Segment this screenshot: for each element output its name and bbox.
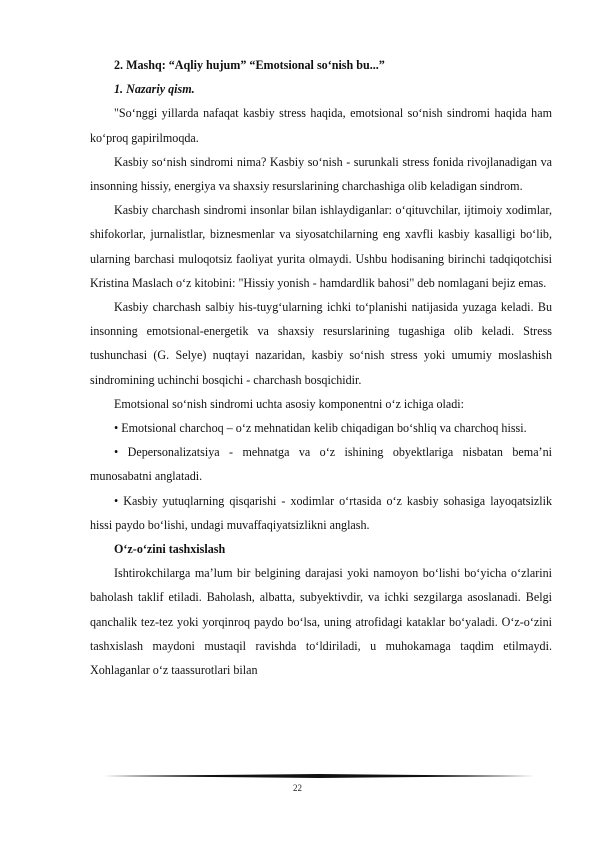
bullet-item-1: • Emotsional charchoq – o‘z mehnatidan kelib chiqadigan bo‘shliq va charchoq hissi. bbox=[114, 421, 527, 436]
section-subheading: 1. Nazariy qism. bbox=[114, 82, 195, 97]
paragraph-1: "So‘nggi yillarda nafaqat kasbiy stress haqida, emotsional so‘nish sindromi haqida ham ko‘proq gapirilmoqda. bbox=[90, 106, 552, 145]
paragraph-4: Kasbiy charchash salbiy his-tuyg‘ularning ichki to‘planishi natijasida yuzaga keladi. Bu insonning emotsional-energetik va shaxsiy resurslarining tugashiga olib keladi. Stress tushunchasi (G. Selye) nuqtayi nazaridan, kasbiy so‘nish stress yoki umumiy moslashish sindromining uchinchi bosqichi - charchash bosqichidir. bbox=[90, 300, 552, 387]
paragraph-6: Ishtirokchilarga ma’lum bir belgining darajasi yoki namoyon bo‘lishi bo‘yicha o‘zlarini baholash taklif etiladi. Baholash, albatta, subyektivdir, va ichki sezgilarga asoslanadi. Belgi qanchalik tez-tez yoki yorqinroq paydo bo‘lsa, uning atrofidagi kataklar bo‘yaladi. O‘z-o‘zini tashxislash maydoni mustaqil ravishda to‘ldiriladi, u muhokamaga taqdim etilmaydi. Xohlaganlar o‘z taassurotlari bilan bbox=[90, 566, 552, 678]
footer-divider bbox=[104, 773, 534, 779]
bullet-item-2: • Depersonalizatsiya - mehnatga va o‘z ishining obyektlariga nisbatan bema’ni munosabatni anglatadi. bbox=[90, 445, 552, 484]
page-number: 22 bbox=[293, 783, 302, 793]
paragraph-3: Kasbiy charchash sindromi insonlar bilan ishlaydiganlar: o‘qituvchilar, ijtimoiy xodimlar, shifokorlar, jurnalistlar, biznesmenlar va siyosatchilarning eng xavfli kasbiy kasalligi bo‘lib, ularning barchasi muloqotsiz faoliyat yurita olmaydi. Ushbu hodisaning birinchi tadqiqotchisi Kristina Maslach o‘z kitobini: "Hissiy yonish - hamdardlik bahosi" deb nomlagani bejiz emas. bbox=[90, 203, 552, 290]
section-title: O‘z-o‘zini tashxislash bbox=[114, 542, 226, 557]
bullet-item-3: • Kasbiy yutuqlarning qisqarishi - xodimlar o‘rtasida o‘z kasbiy sohasiga layoqatsizlik hissi paydo bo‘lishi, undagi muvaffaqiyatsizlikni anglash. bbox=[90, 493, 552, 532]
exercise-heading: 2. Mashq: “Aqliy hujum” “Emotsional so‘nish bu...” bbox=[114, 58, 385, 72]
page-body bbox=[90, 53, 552, 682]
paragraph-5: Emotsional so‘nish sindromi uchta asosiy komponentni o‘z ichiga oladi: bbox=[114, 396, 464, 411]
paragraph-2: Kasbiy so‘nish sindromi nima? Kasbiy so‘nish - surunkali stress fonida rivojlanadigan va insonning hissiy, energiya va shaxsiy resurslarining charchashiga olib keladigan sindrom. bbox=[90, 154, 552, 194]
